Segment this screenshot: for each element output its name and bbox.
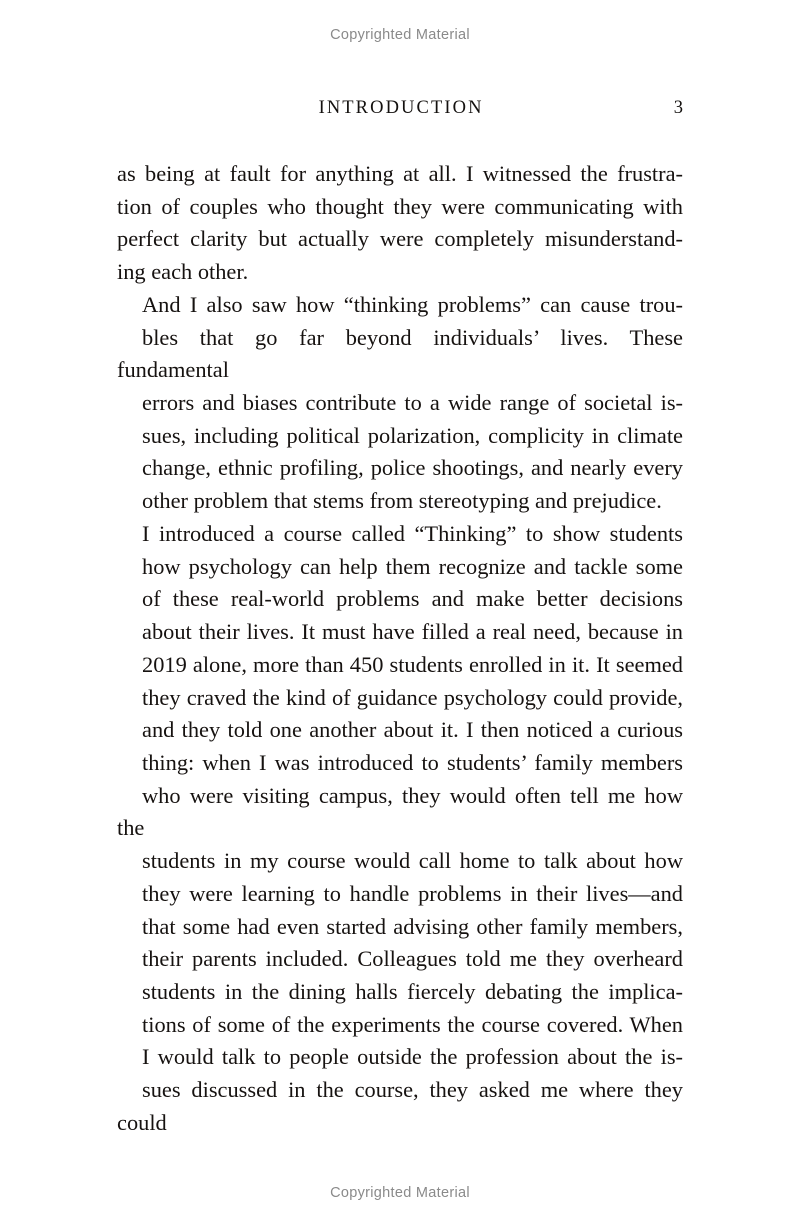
text-line: 2019 alone, more than 450 students enrolled in it. It seemed — [142, 651, 683, 677]
text-line: ing each other. — [117, 259, 249, 285]
paragraph — [117, 158, 683, 289]
text-line: how psychology can help them recognize and tackle some — [142, 553, 683, 579]
text-line: sues, including political polarization, complicity in climate — [142, 422, 683, 448]
text-line: their parents included. Colleagues told me they overheard — [142, 946, 683, 972]
body-text — [117, 158, 689, 1140]
text-line: that some had even started advising other family members, — [142, 913, 683, 939]
text-line: other problem that stems from stereotyping and prejudice. — [142, 488, 662, 514]
running-head — [117, 98, 683, 124]
text-line: perfect clarity but actually were completely misunderstand- — [117, 226, 683, 252]
text-line: they were learning to handle problems in their lives—and — [142, 880, 683, 906]
text-line: I introduced a course called “Thinking” to show students — [142, 520, 683, 546]
text-line: thing: when I was introduced to students’ family members — [142, 749, 683, 775]
text-line: tions of some of the experiments the course covered. When — [142, 1011, 683, 1037]
text-line: they craved the kind of guidance psychology could provide, — [142, 684, 683, 710]
text-line: sues discussed in the course, they asked me where they could — [117, 1077, 689, 1135]
copyright-watermark-bottom: Copyrighted Material — [330, 1185, 470, 1201]
text-line: students in my course would call home to talk about how — [142, 848, 683, 874]
text-line: bles that go far beyond individuals’ lives. These fundamental — [117, 324, 689, 383]
text-line: And I also saw how “thinking problems” can cause trou- — [142, 291, 683, 317]
running-head-title: INTRODUCTION — [318, 98, 484, 118]
text-line: tion of couples who thought they were communicating with — [117, 193, 683, 219]
text-line: students in the dining halls fiercely debating the implica- — [142, 978, 683, 1004]
text-line: about their lives. It must have filled a real need, because in — [142, 619, 683, 645]
text-line: errors and biases contribute to a wide range of societal is- — [142, 390, 683, 416]
text-line: of these real-world problems and make better decisions — [142, 586, 683, 612]
text-line: I would talk to people outside the profession about the is- — [142, 1044, 683, 1070]
text-line: who were visiting campus, they would often tell me how the — [117, 782, 689, 841]
text-line: and they told one another about it. I then noticed a curious — [142, 717, 683, 743]
paragraph — [117, 289, 689, 518]
text-line: as being at fault for anything at all. I witnessed the frustra- — [117, 161, 683, 186]
page-number: 3 — [673, 98, 683, 118]
copyright-watermark-top: Copyrighted Material — [330, 27, 470, 43]
paragraph — [117, 518, 689, 1140]
text-line: change, ethnic profiling, police shootings, and nearly every — [142, 455, 683, 481]
